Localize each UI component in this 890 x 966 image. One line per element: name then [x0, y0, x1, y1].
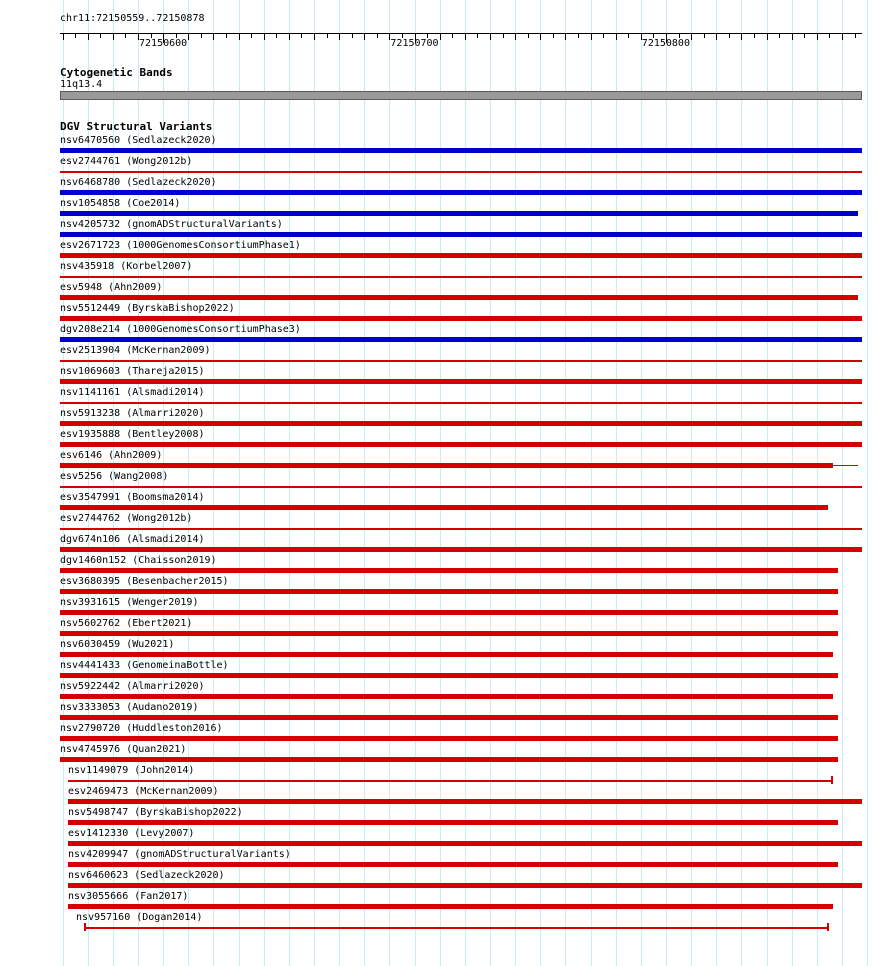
- variant-bar[interactable]: [60, 402, 862, 404]
- variant-label[interactable]: nsv3333053 (Audano2019): [60, 702, 199, 713]
- variant-label[interactable]: nsv5922442 (Almarri2020): [60, 681, 205, 692]
- ruler-tick: [741, 34, 742, 40]
- ruler-tick: [364, 34, 365, 40]
- variant-label[interactable]: nsv5498747 (ByrskaBishop2022): [68, 807, 243, 818]
- variant-label[interactable]: nsv4209947 (gnomADStructuralVariants): [68, 849, 291, 860]
- variant-row: [60, 365, 862, 386]
- variant-bar[interactable]: [60, 337, 862, 342]
- variant-row: [60, 302, 862, 323]
- variant-row: [60, 533, 862, 554]
- ruler-tick: [239, 34, 240, 40]
- ruler-tick-label: 72150800: [641, 38, 690, 49]
- variant-label[interactable]: nsv435918 (Korbel2007): [60, 261, 193, 272]
- variant-label[interactable]: esv2744761 (Wong2012b): [60, 156, 193, 167]
- variant-bar[interactable]: [60, 148, 862, 153]
- variant-bar[interactable]: [68, 904, 833, 909]
- ruler-tick: [817, 34, 818, 40]
- variant-row: [60, 617, 862, 638]
- variant-bar[interactable]: [60, 295, 858, 300]
- ruler-tick: [754, 34, 755, 38]
- variant-label[interactable]: nsv5512449 (ByrskaBishop2022): [60, 303, 235, 314]
- ruler-tick: [226, 34, 227, 38]
- ruler-tick: [804, 34, 805, 38]
- variant-row: [60, 743, 862, 764]
- variant-label[interactable]: nsv1054858 (Coe2014): [60, 198, 181, 209]
- ruler-tick: [75, 34, 76, 38]
- variant-row: [60, 890, 862, 911]
- variant-row: [60, 239, 862, 260]
- variant-bar[interactable]: [60, 505, 828, 510]
- variant-row: [60, 407, 862, 428]
- variant-row: [60, 155, 862, 176]
- ruler-tick: [540, 34, 541, 40]
- ruler-tick: [767, 34, 768, 40]
- variant-label[interactable]: nsv6030459 (Wu2021): [60, 639, 175, 650]
- variant-label[interactable]: esv3680395 (Besenbacher2015): [60, 576, 229, 587]
- ruler-tick: [452, 34, 453, 38]
- variant-label[interactable]: esv6146 (Ahn2009): [60, 450, 163, 461]
- variant-row: [60, 848, 862, 869]
- ruler-tick: [339, 34, 340, 40]
- variant-row: [60, 344, 862, 365]
- cytoband-track-title: Cytogenetic Bands: [60, 66, 173, 79]
- variant-row: [60, 596, 862, 617]
- variant-bar[interactable]: [60, 757, 838, 762]
- variant-bar[interactable]: [60, 610, 838, 615]
- variant-row: [60, 911, 862, 932]
- ruler-tick: [213, 34, 214, 40]
- ruler-tick: [465, 34, 466, 40]
- ruler-tick: [553, 34, 554, 38]
- ruler-tick: [289, 34, 290, 40]
- dgv-track-title: DGV Structural Variants: [60, 120, 213, 133]
- variant-bar[interactable]: [68, 820, 838, 825]
- variant-label[interactable]: nsv1069603 (Thareja2015): [60, 366, 205, 377]
- variant-row: [60, 323, 862, 344]
- variant-bar[interactable]: [60, 190, 862, 195]
- variant-row: [60, 386, 862, 407]
- variant-row: [60, 680, 862, 701]
- variant-bar[interactable]: [60, 253, 862, 258]
- variant-label[interactable]: nsv5602762 (Ebert2021): [60, 618, 193, 629]
- variant-label[interactable]: nsv6460623 (Sedlazeck2020): [68, 870, 225, 881]
- variant-row: [60, 659, 862, 680]
- ruler-tick: [691, 34, 692, 40]
- variant-label[interactable]: nsv5913238 (Almarri2020): [60, 408, 205, 419]
- variant-row: [60, 806, 862, 827]
- variant-bar[interactable]: [60, 715, 838, 720]
- variant-row: [60, 827, 862, 848]
- ruler-tick: [779, 34, 780, 38]
- variant-row: [60, 428, 862, 449]
- variant-row: [60, 134, 862, 155]
- variant-row: [60, 575, 862, 596]
- ruler-tick: [855, 34, 856, 38]
- variant-row: [60, 764, 862, 785]
- variant-label[interactable]: nsv4441433 (GenomeinaBottle): [60, 660, 229, 671]
- variant-row: [60, 554, 862, 575]
- variant-end-cap: [831, 776, 833, 784]
- variant-label[interactable]: nsv6470560 (Sedlazeck2020): [60, 135, 217, 146]
- ruler-tick: [628, 34, 629, 38]
- variant-label[interactable]: nsv957160 (Dogan2014): [76, 912, 203, 923]
- variant-bar[interactable]: [60, 421, 862, 426]
- variant-label[interactable]: dgv1460n152 (Chaisson2019): [60, 555, 217, 566]
- ruler-tick: [477, 34, 478, 38]
- ruler-tick: [377, 34, 378, 38]
- ruler-tick: [440, 34, 441, 40]
- variant-bar[interactable]: [68, 862, 838, 867]
- variant-row: [60, 701, 862, 722]
- ruler-tick: [314, 34, 315, 40]
- variant-bar[interactable]: [60, 360, 862, 362]
- region-label: chr11:72150559..72150878: [60, 13, 205, 24]
- variant-row: [60, 470, 862, 491]
- variant-bar[interactable]: [60, 528, 862, 530]
- variant-row: [60, 785, 862, 806]
- variant-row: [60, 449, 862, 470]
- variant-bar[interactable]: [60, 211, 858, 216]
- variant-row: [60, 218, 862, 239]
- variant-row: [60, 281, 862, 302]
- ruler-tick: [704, 34, 705, 38]
- ruler-tick: [842, 34, 843, 40]
- ruler-tick: [100, 34, 101, 38]
- variant-row: [60, 638, 862, 659]
- variant-label[interactable]: esv5948 (Ahn2009): [60, 282, 163, 293]
- variant-bar[interactable]: [60, 276, 862, 278]
- variant-end-cap: [84, 923, 86, 931]
- variant-bar[interactable]: [60, 442, 862, 447]
- variant-bar[interactable]: [60, 736, 838, 741]
- ruler-tick: [327, 34, 328, 38]
- ruler-tick: [829, 34, 830, 38]
- variant-label[interactable]: nsv4745976 (Quan2021): [60, 744, 187, 755]
- variant-label[interactable]: esv2513904 (McKernan2009): [60, 345, 211, 356]
- variant-bar[interactable]: [60, 232, 862, 237]
- variant-label[interactable]: esv2469473 (McKernan2009): [68, 786, 219, 797]
- variant-label[interactable]: nsv1149079 (John2014): [68, 765, 195, 776]
- cytoband-name: 11q13.4: [60, 79, 103, 90]
- ruler-tick: [113, 34, 114, 40]
- variant-label[interactable]: esv1935888 (Bentley2008): [60, 429, 205, 440]
- variant-bar[interactable]: [68, 883, 862, 888]
- ruler-tick: [201, 34, 202, 38]
- variant-bar[interactable]: [60, 652, 833, 657]
- ruler-tick: [792, 34, 793, 40]
- variant-label[interactable]: nsv2790720 (Huddleston2016): [60, 723, 223, 734]
- ruler-tick: [251, 34, 252, 38]
- variant-row: [60, 869, 862, 890]
- variant-row: [60, 722, 862, 743]
- variant-row: [60, 260, 862, 281]
- variant-bar[interactable]: [60, 694, 833, 699]
- ruler-tick: [565, 34, 566, 40]
- ruler-tick: [276, 34, 277, 38]
- variant-bar[interactable]: [60, 171, 862, 173]
- variant-bar[interactable]: [68, 841, 862, 846]
- variant-label[interactable]: nsv1141161 (Alsmadi2014): [60, 387, 205, 398]
- ruler-tick: [603, 34, 604, 38]
- variant-bar[interactable]: [68, 799, 862, 804]
- ruler-tick: [591, 34, 592, 40]
- variant-bar[interactable]: [60, 316, 862, 321]
- ruler-tick: [125, 34, 126, 38]
- ruler-tick: [352, 34, 353, 38]
- ruler-tick: [729, 34, 730, 38]
- variant-track: [60, 134, 862, 932]
- cytoband-bar[interactable]: [60, 91, 862, 100]
- ruler-tick: [301, 34, 302, 38]
- variant-bar[interactable]: [60, 568, 838, 573]
- ruler-tick: [515, 34, 516, 40]
- ruler-tick: [528, 34, 529, 38]
- variant-tail-line: [833, 465, 858, 466]
- variant-bar[interactable]: [60, 547, 862, 552]
- ruler-tick: [88, 34, 89, 40]
- variant-row: [60, 197, 862, 218]
- variant-bar[interactable]: [60, 673, 838, 678]
- variant-label[interactable]: dgv674n106 (Alsmadi2014): [60, 534, 205, 545]
- variant-bar[interactable]: [60, 589, 838, 594]
- ruler-tick-label: 72150700: [390, 38, 439, 49]
- variant-label[interactable]: esv2671723 (1000GenomesConsortiumPhase1): [60, 240, 301, 251]
- variant-row: [60, 176, 862, 197]
- variant-row: [60, 512, 862, 533]
- variant-end-cap: [827, 923, 829, 931]
- variant-bar[interactable]: [68, 780, 832, 782]
- variant-label[interactable]: dgv208e214 (1000GenomesConsortiumPhase3): [60, 324, 301, 335]
- variant-label[interactable]: esv3547991 (Boomsma2014): [60, 492, 205, 503]
- variant-row: [60, 491, 862, 512]
- ruler-tick: [616, 34, 617, 40]
- ruler-tick: [188, 34, 189, 40]
- variant-bar[interactable]: [60, 463, 833, 468]
- ruler-tick: [490, 34, 491, 40]
- variant-label[interactable]: esv2744762 (Wong2012b): [60, 513, 193, 524]
- variant-label[interactable]: nsv3055666 (Fan2017): [68, 891, 189, 902]
- variant-label[interactable]: esv1412330 (Levy2007): [68, 828, 195, 839]
- ruler-tick: [716, 34, 717, 40]
- grid-line: [867, 0, 868, 966]
- ruler-tick: [63, 34, 64, 40]
- variant-label[interactable]: nsv4205732 (gnomADStructuralVariants): [60, 219, 283, 230]
- variant-bar[interactable]: [60, 631, 838, 636]
- variant-bar[interactable]: [85, 927, 828, 929]
- variant-bar[interactable]: [60, 486, 862, 488]
- ruler-tick: [578, 34, 579, 38]
- variant-label[interactable]: esv5256 (Wang2008): [60, 471, 169, 482]
- ruler-tick: [503, 34, 504, 38]
- ruler-tick-label: 72150600: [139, 38, 188, 49]
- variant-bar[interactable]: [60, 379, 862, 384]
- variant-label[interactable]: nsv6468780 (Sedlazeck2020): [60, 177, 217, 188]
- variant-label[interactable]: nsv3931615 (Wenger2019): [60, 597, 199, 608]
- ruler-tick: [264, 34, 265, 40]
